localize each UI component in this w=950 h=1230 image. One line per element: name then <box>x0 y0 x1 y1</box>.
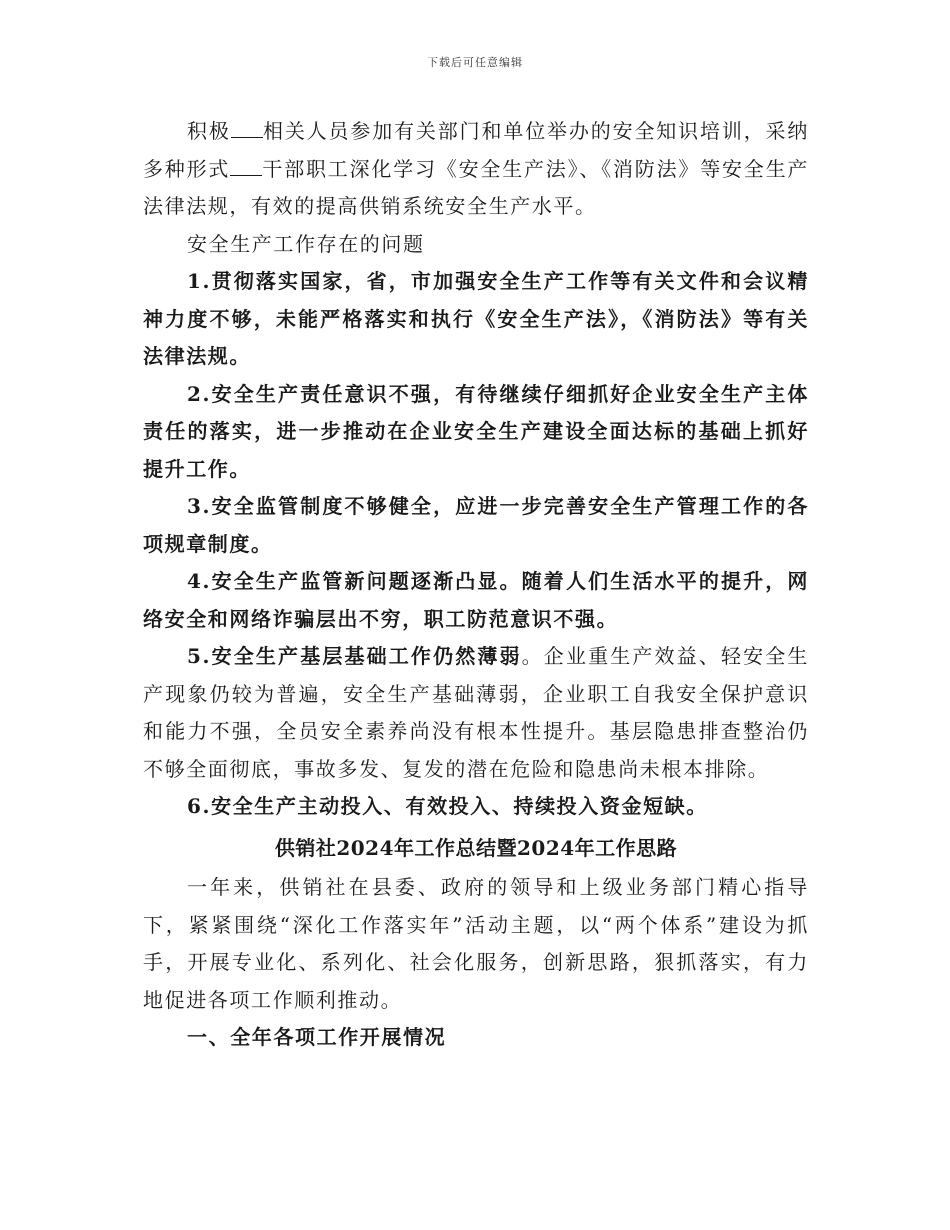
fill-blank-1 <box>231 119 263 138</box>
issue-item-5-lead: 5.安全生产基层基础工作仍然薄弱 <box>187 644 522 668</box>
page-header: 下载后可任意编辑 <box>427 56 523 69</box>
summary-paragraph: 一年来，供销社在县委、政府的领导和上级业务部门精心指导下，紧紧围绕“深化工作落实年”活动主题，以“两个体系”建设为抓手，开展专业化、系列化、社会化服务，创新思路，狠抓落实，有力地促进各项工作顺利推动。 <box>143 875 809 1012</box>
intro-part-1: 积极 <box>187 119 231 143</box>
issue-item-5 <box>143 638 809 788</box>
document-body <box>143 113 809 1057</box>
issue-item-4: 4.安全生产监管新问题逐渐凸显。随着人们生活水平的提升，网络安全和网络诈骗层出不穷，职工防范意识不强。 <box>143 569 809 631</box>
issue-item-3: 3.安全监管制度不够健全，应进一步完善安全生产管理工作的各项规章制度。 <box>143 494 809 556</box>
issue-item-1: 1.贯彻落实国家，省，市加强安全生产工作等有关文件和会议精神力度不够，未能严格落实和执行《安全生产法》，《消防法》等有关法律法规。 <box>143 269 809 368</box>
intro-part-3: 干部职工深化学习《安全生产法》、《消防法》等安全生产法律法规，有效的提高供销系统安全生产水平。 <box>143 156 809 218</box>
issue-item-5-body: 。企业重生产效益、轻安全生产现象仍较为普遍，安全生产基础薄弱，企业职工自我安全保护意识和能力不强，全员安全素养尚没有根本性提升。基层隐患排查整治仍不够全面彻底，事故多发、复发的潜在危险和隐患尚未根本排除。 <box>143 644 809 781</box>
fill-blank-2 <box>230 157 262 176</box>
section-title: 供销社2024年工作总结暨2024年工作思路 <box>274 835 678 860</box>
intro-paragraph <box>143 113 809 226</box>
issues-heading: 安全生产工作存在的问题 <box>187 231 425 256</box>
issue-item-6: 6.安全生产主动投入、有效投入、持续投入资金短缺。 <box>187 794 708 818</box>
intro-part-2: 相关人员参加有关部门和单位举办的安全知识培训，采纳多种形式 <box>143 119 810 181</box>
issue-item-2: 2.安全生产责任意识不强，有待继续仔细抓好企业安全生产主体责任的落实，进一步推动在企业安全生产建设全面达标的基础上抓好提升工作。 <box>143 381 809 481</box>
section-heading-one: 一、全年各项工作开展情况 <box>187 1025 447 1049</box>
